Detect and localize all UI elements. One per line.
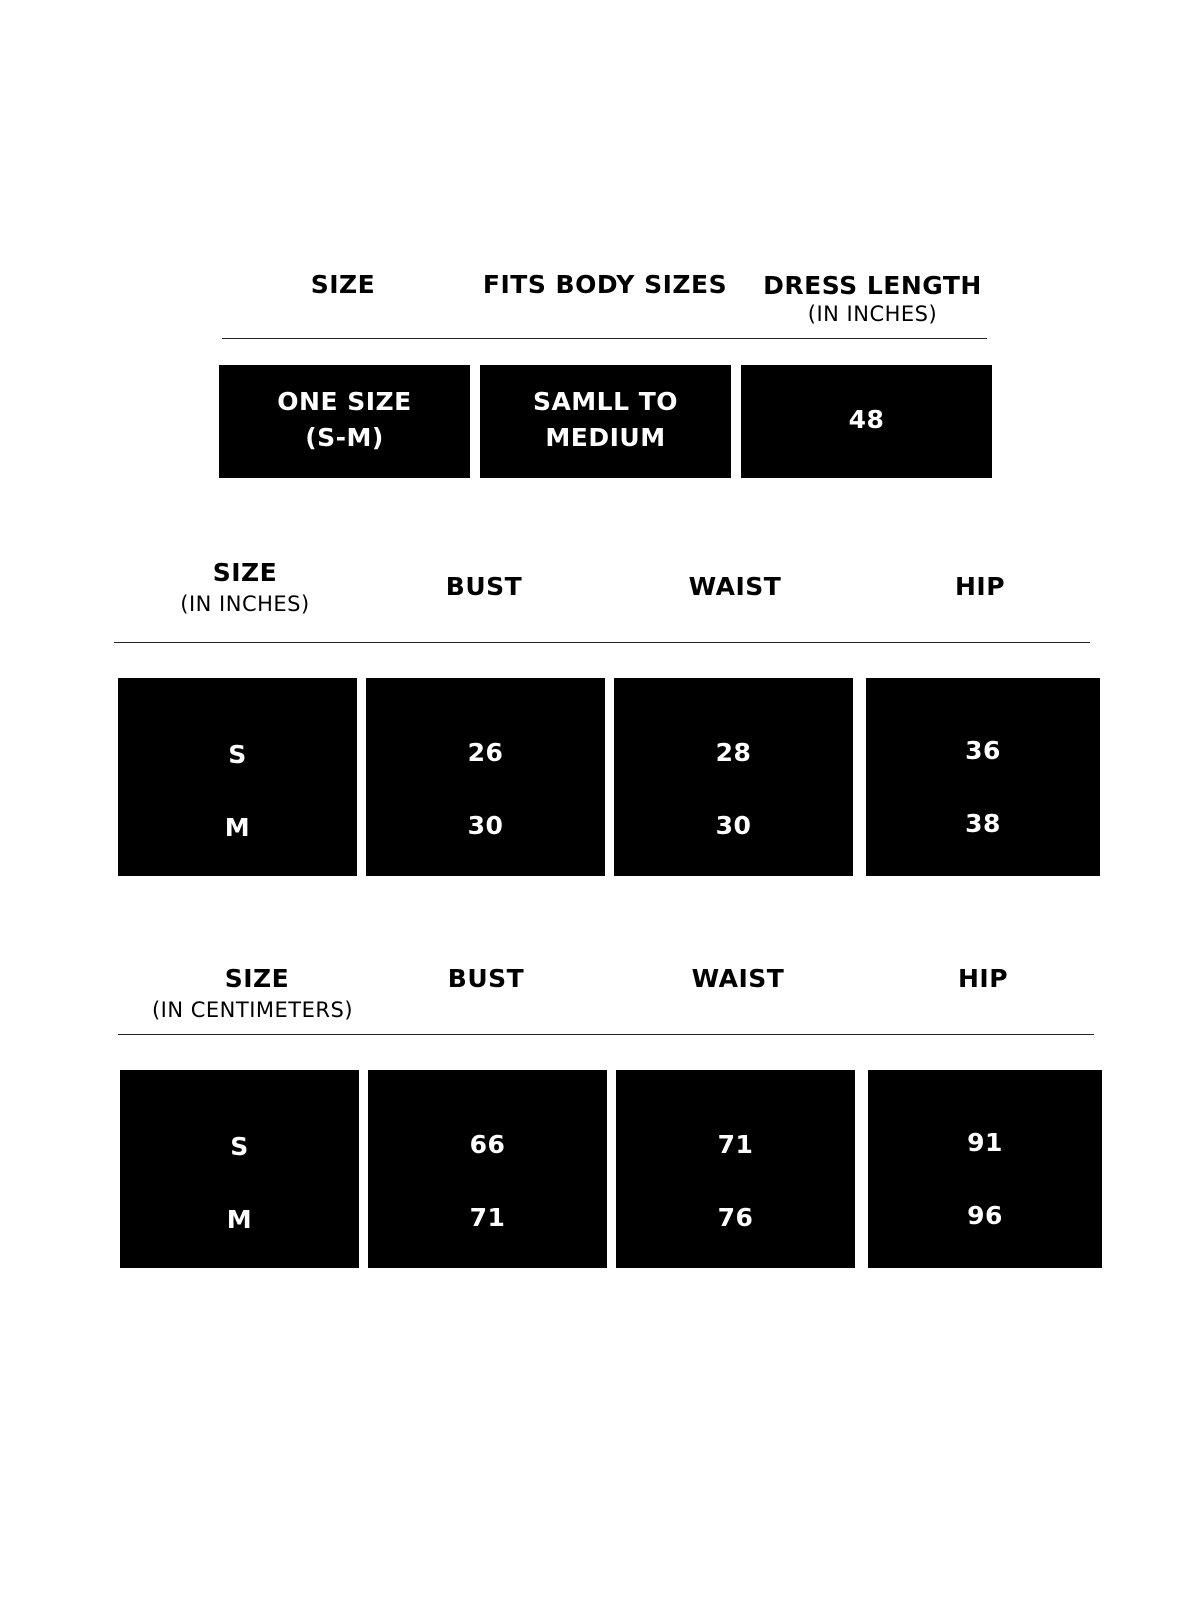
cell-fits-line2: MEDIUM (545, 423, 666, 452)
cell-hip: 36 (965, 736, 1001, 765)
header-dress-length-unit: (IN INCHES) (807, 302, 938, 326)
header-divider (118, 1034, 1094, 1035)
column-size (118, 678, 357, 876)
cell-size: S (230, 1132, 249, 1161)
cell-size-line2: (S-M) (305, 423, 384, 452)
cell-fits (480, 365, 731, 478)
cell-size: M (226, 1205, 253, 1234)
header-waist: WAIST (688, 572, 782, 601)
cell-waist: 71 (717, 1130, 754, 1159)
cell-bust: 71 (469, 1203, 506, 1232)
cell-size: M (224, 813, 251, 842)
cell-bust: 30 (467, 811, 504, 840)
cell-waist: 28 (715, 738, 752, 767)
header-size: SIZE (310, 270, 376, 299)
header-hip: HIP (954, 572, 1006, 601)
header-divider (114, 642, 1090, 643)
cell-waist: 30 (715, 811, 752, 840)
header-dress-length: DRESS LENGTH (763, 271, 982, 300)
header-hip: HIP (957, 964, 1009, 993)
column-bust (368, 1070, 607, 1268)
cell-length-value: 48 (848, 405, 885, 434)
cell-hip: 96 (967, 1201, 1003, 1230)
header-bust: BUST (445, 572, 523, 601)
header-divider (222, 338, 987, 339)
column-waist (614, 678, 853, 876)
column-waist (616, 1070, 855, 1268)
cell-bust: 66 (469, 1130, 506, 1159)
header-waist: WAIST (691, 964, 785, 993)
column-size (120, 1070, 359, 1268)
header-size: SIZE (212, 558, 278, 587)
header-size: SIZE (224, 964, 290, 993)
cell-size: S (228, 740, 247, 769)
column-bust (366, 678, 605, 876)
cell-waist: 76 (717, 1203, 754, 1232)
cell-bust: 26 (467, 738, 504, 767)
column-hip (868, 1070, 1102, 1268)
cell-hip: 38 (965, 809, 1001, 838)
header-fits-body-sizes: FITS BODY SIZES (482, 270, 728, 299)
cell-size (219, 365, 470, 478)
header-bust: BUST (447, 964, 525, 993)
cell-hip: 91 (967, 1128, 1003, 1157)
cell-length (741, 365, 992, 478)
cell-size-line1: ONE SIZE (277, 387, 412, 416)
cell-fits-line1: SAMLL TO (532, 387, 679, 416)
header-size-unit: (IN CENTIMETERS) (151, 998, 354, 1022)
column-hip (866, 678, 1100, 876)
header-size-unit: (IN INCHES) (180, 592, 310, 616)
